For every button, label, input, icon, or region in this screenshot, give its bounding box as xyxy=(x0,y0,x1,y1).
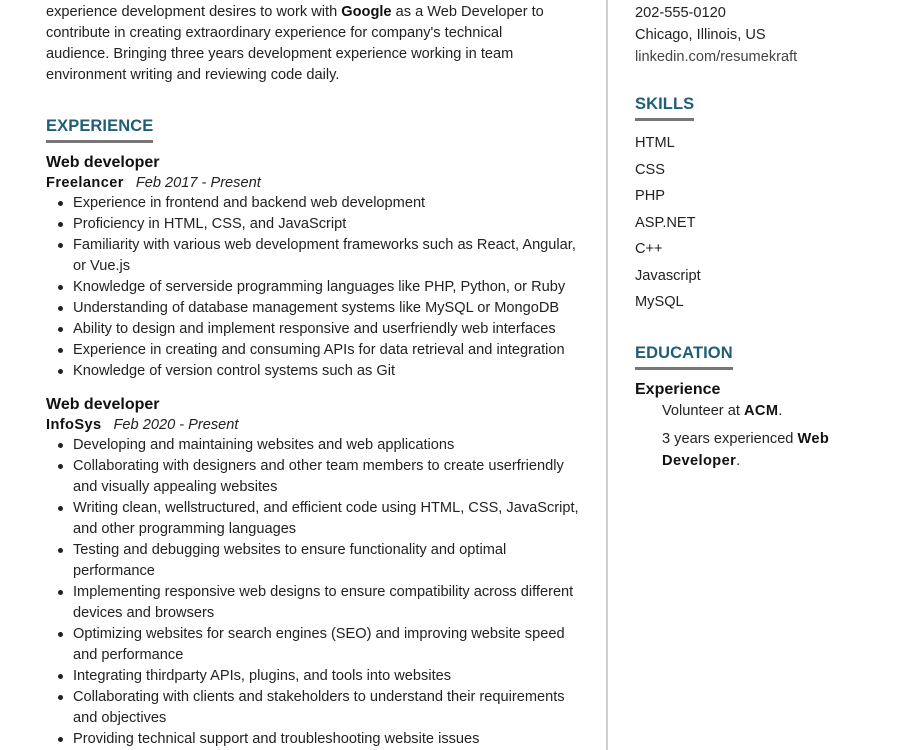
contact-info xyxy=(635,2,797,68)
skill-item: ASP.NET xyxy=(635,214,696,231)
bullet-item xyxy=(46,214,586,235)
bullet-text: Experience in frontend and backend web development xyxy=(73,195,426,211)
summary-text: as a Web Developer to xyxy=(391,4,544,20)
bullet-text: Proficiency in HTML, CSS, and JavaScript xyxy=(73,216,347,232)
contact-location: Chicago, Illinois, US xyxy=(635,27,766,43)
bullet-dot-icon xyxy=(58,348,63,353)
skills-list xyxy=(635,133,701,319)
bullet-item xyxy=(46,687,586,729)
job-role: Web developer xyxy=(46,154,160,171)
education-text: 3 years experienced xyxy=(662,431,798,447)
job-dates: Feb 2017 - Present xyxy=(135,175,261,191)
bullet-text: Developing and maintaining websites and web applications xyxy=(73,437,455,453)
bullet-item xyxy=(46,582,586,624)
summary-company: Google xyxy=(341,4,392,20)
bullet-text: Knowledge of version control systems such as Git xyxy=(73,363,396,379)
skill-item: HTML xyxy=(635,135,675,151)
skills-section-header xyxy=(635,95,694,121)
bullet-dot-icon xyxy=(58,285,63,290)
skills-title: SKILLS xyxy=(635,95,694,121)
bullet-dot-icon xyxy=(58,548,63,553)
education-entry xyxy=(635,380,875,472)
education-section-header xyxy=(635,344,733,370)
bullet-item xyxy=(46,624,586,666)
bullet-item xyxy=(46,361,586,382)
bullet-item xyxy=(46,340,586,361)
job-meta xyxy=(46,415,586,435)
job-bullets xyxy=(46,435,586,750)
bullet-dot-icon xyxy=(58,632,63,637)
bullet-text: Testing and debugging websites to ensure functionality and optimal performance xyxy=(73,542,507,579)
bullet-item xyxy=(46,435,586,456)
bullet-item xyxy=(46,729,586,750)
job-entry xyxy=(46,395,586,750)
bullet-text: Implementing responsive web designs to ensure compatibility across different devices and browsers xyxy=(73,584,574,621)
bullet-text: Familiarity with various web development frameworks such as React, Angular, or Vue.js xyxy=(73,237,576,274)
education-title: EDUCATION xyxy=(635,344,733,370)
bullet-dot-icon xyxy=(58,222,63,227)
skill-item: C++ xyxy=(635,241,663,257)
bullet-text: Experience in creating and consuming APIs for data retrieval and integration xyxy=(73,342,565,358)
job-entry xyxy=(46,153,586,382)
bullet-item xyxy=(46,277,586,298)
bullet-item xyxy=(46,540,586,582)
bullet-dot-icon xyxy=(58,695,63,700)
bullet-dot-icon xyxy=(58,590,63,595)
education-line xyxy=(635,400,875,422)
summary-paragraph xyxy=(46,2,586,86)
bullet-dot-icon xyxy=(58,443,63,448)
education-role: Web Developer xyxy=(662,431,830,469)
bullet-item xyxy=(46,456,586,498)
job-role: Web developer xyxy=(46,396,160,413)
bullet-item xyxy=(46,666,586,687)
bullet-dot-icon xyxy=(58,506,63,511)
job-company: InfoSys xyxy=(46,417,102,433)
education-text: . xyxy=(778,403,783,419)
bullet-dot-icon xyxy=(58,369,63,374)
experience-section-header xyxy=(46,117,153,143)
summary-line: contribute in creating extraordinary experience for company's technical xyxy=(46,25,503,41)
skill-item: CSS xyxy=(635,161,666,178)
job-meta xyxy=(46,173,586,193)
bullet-text: Writing clean, wellstructured, and efficient code using HTML, CSS, JavaScript, and other programming languages xyxy=(73,500,579,537)
summary-line: environment writing and reviewing code daily. xyxy=(46,67,340,83)
bullet-item xyxy=(46,319,586,340)
experience-title: EXPERIENCE xyxy=(46,117,153,143)
job-dates: Feb 2020 - Present xyxy=(113,417,239,433)
bullet-dot-icon xyxy=(58,201,63,206)
bullet-text: Providing technical support and troubleshooting website issues xyxy=(73,731,480,747)
bullet-text: Ability to design and implement responsive and userfriendly web interfaces xyxy=(73,321,556,337)
summary-text: experience development desires to work with xyxy=(46,4,342,20)
summary-line xyxy=(46,2,586,23)
education-org: ACM xyxy=(743,403,779,419)
education-heading: Experience xyxy=(635,381,721,398)
bullet-text: Understanding of database management systems like MySQL or MongoDB xyxy=(73,300,560,316)
bullet-dot-icon xyxy=(58,464,63,469)
skill-item: Javascript xyxy=(635,267,701,284)
contact-linkedin-link[interactable]: linkedin.com/resumekraft xyxy=(635,49,798,65)
column-divider xyxy=(606,0,608,750)
bullet-text: Integrating thirdparty APIs, plugins, and tools into websites xyxy=(73,668,452,684)
bullet-dot-icon xyxy=(58,327,63,332)
education-line xyxy=(635,428,875,472)
bullet-dot-icon xyxy=(58,674,63,679)
summary-line: audience. Bringing three years development experience working in team xyxy=(46,46,514,62)
bullet-item xyxy=(46,298,586,319)
skill-item: PHP xyxy=(635,188,666,204)
bullet-text: Knowledge of serverside programming languages like PHP, Python, or Ruby xyxy=(73,279,566,295)
contact-phone: 202-555-0120 xyxy=(635,5,726,21)
bullet-item xyxy=(46,193,586,214)
bullet-dot-icon xyxy=(58,243,63,248)
bullet-text: Collaborating with clients and stakeholders to understand their requirements and objectives xyxy=(73,689,565,726)
skill-item: MySQL xyxy=(635,294,684,310)
bullet-item xyxy=(46,235,586,277)
bullet-dot-icon xyxy=(58,737,63,742)
education-text: . xyxy=(736,453,741,469)
bullet-text: Collaborating with designers and other team members to create userfriendly and visually appealing websites xyxy=(73,458,564,495)
job-bullets xyxy=(46,193,586,382)
bullet-dot-icon xyxy=(58,306,63,311)
education-text: Volunteer at xyxy=(662,403,744,419)
job-company: Freelancer xyxy=(46,175,124,191)
bullet-text: Optimizing websites for search engines (SEO) and improving website speed and performance xyxy=(73,626,565,663)
bullet-item xyxy=(46,498,586,540)
